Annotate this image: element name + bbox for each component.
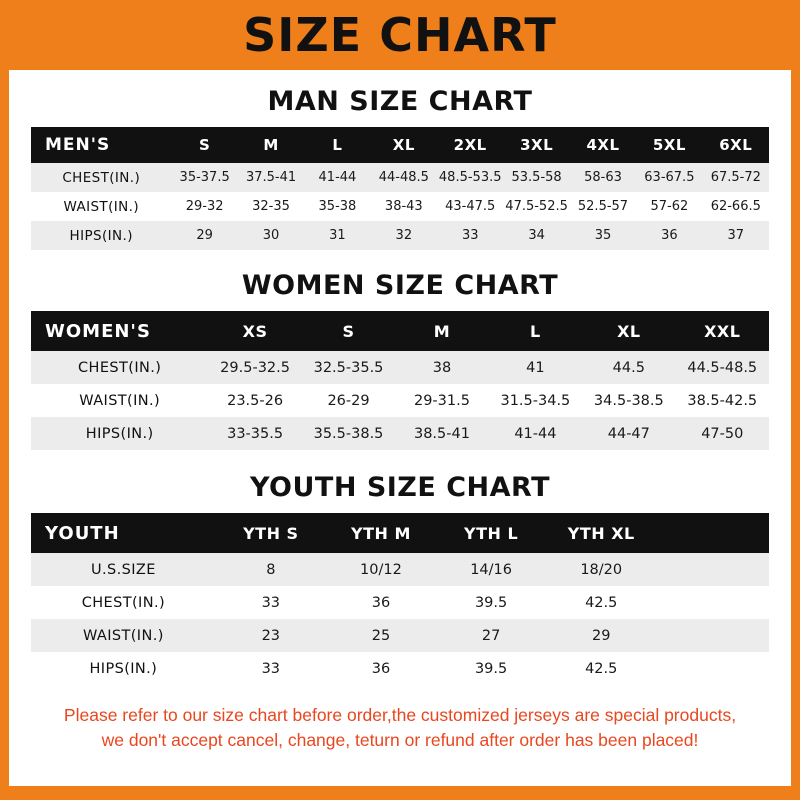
women-table-header [31, 311, 769, 351]
cell: 32 [371, 221, 437, 250]
women-header-m: M [395, 311, 488, 351]
men-header-5xl: 5XL [636, 127, 702, 163]
men-table-header [31, 127, 769, 163]
cell: 38.5-42.5 [676, 384, 769, 417]
cell: 34.5-38.5 [582, 384, 675, 417]
cell: 62-66.5 [703, 192, 769, 221]
table-row [31, 586, 769, 619]
youth-table-body [31, 553, 769, 685]
youth-header-xl: YTH XL [546, 513, 656, 553]
youth-row-label-waist: WAIST(IN.) [31, 619, 216, 652]
men-header-4xl: 4XL [570, 127, 636, 163]
cell: 10/12 [326, 553, 436, 586]
cell: 44-47 [582, 417, 675, 450]
table-row [31, 619, 769, 652]
chart-content [9, 86, 791, 754]
cell: 37 [703, 221, 769, 250]
cell: 67.5-72 [703, 163, 769, 192]
men-header-m: M [238, 127, 304, 163]
cell: 43-47.5 [437, 192, 503, 221]
cell: 26-29 [302, 384, 395, 417]
cell: 35-38 [304, 192, 370, 221]
table-row [31, 417, 769, 450]
cell: 23 [216, 619, 326, 652]
cell: 52.5-57 [570, 192, 636, 221]
cell: 63-67.5 [636, 163, 702, 192]
cell: 29-31.5 [395, 384, 488, 417]
cell: 38 [395, 351, 488, 384]
cell: 25 [326, 619, 436, 652]
women-table-body [31, 351, 769, 450]
women-header-s: S [302, 311, 395, 351]
table-row [31, 163, 769, 192]
cell: 18/20 [546, 553, 656, 586]
cell: 23.5-26 [208, 384, 301, 417]
men-header-label: MEN'S [31, 127, 171, 163]
header-banner [0, 0, 800, 70]
youth-row-label-ussize: U.S.SIZE [31, 553, 216, 586]
cell: 33 [216, 652, 326, 685]
youth-header-m: YTH M [326, 513, 436, 553]
cell: 47.5-52.5 [503, 192, 569, 221]
table-header-row [31, 127, 769, 163]
cell: 38-43 [371, 192, 437, 221]
women-row-label-chest: CHEST(IN.) [31, 351, 208, 384]
cell: 41 [489, 351, 582, 384]
cell: 42.5 [546, 586, 656, 619]
cell: 8 [216, 553, 326, 586]
youth-size-table [31, 513, 769, 685]
cell: 31 [304, 221, 370, 250]
footer-note [31, 703, 769, 754]
cell: 48.5-53.5 [437, 163, 503, 192]
cell-spacer [656, 619, 769, 652]
women-header-l: L [489, 311, 582, 351]
table-header-row [31, 311, 769, 351]
women-size-table [31, 311, 769, 450]
women-row-label-waist: WAIST(IN.) [31, 384, 208, 417]
cell: 36 [326, 586, 436, 619]
cell: 58-63 [570, 163, 636, 192]
men-row-label-waist: WAIST(IN.) [31, 192, 171, 221]
cell-spacer [656, 652, 769, 685]
table-row [31, 192, 769, 221]
cell-spacer [656, 553, 769, 586]
page-title: SIZE CHART [243, 8, 557, 62]
youth-header-label: YOUTH [31, 513, 216, 553]
cell: 33 [216, 586, 326, 619]
footer-note-line-1: Please refer to our size chart before order,the customized jerseys are special products, [63, 705, 737, 725]
cell: 39.5 [436, 652, 546, 685]
cell: 32.5-35.5 [302, 351, 395, 384]
men-row-label-hips: HIPS(IN.) [31, 221, 171, 250]
cell: 29-32 [171, 192, 237, 221]
cell: 36 [636, 221, 702, 250]
cell: 47-50 [676, 417, 769, 450]
youth-header-s: YTH S [216, 513, 326, 553]
cell: 33 [437, 221, 503, 250]
cell: 57-62 [636, 192, 702, 221]
table-row [31, 652, 769, 685]
cell: 44.5-48.5 [676, 351, 769, 384]
women-row-label-hips: HIPS(IN.) [31, 417, 208, 450]
section-title-man: MAN SIZE CHART [267, 86, 533, 117]
youth-header-spacer [656, 513, 769, 553]
men-header-s: S [171, 127, 237, 163]
women-header-xxl: XXL [676, 311, 769, 351]
youth-table-header [31, 513, 769, 553]
men-table-body [31, 163, 769, 250]
youth-header-l: YTH L [436, 513, 546, 553]
youth-row-label-hips: HIPS(IN.) [31, 652, 216, 685]
cell: 29.5-32.5 [208, 351, 301, 384]
cell: 29 [171, 221, 237, 250]
footer-note-line-2: we don't accept cancel, change, teturn or refund after order has been placed! [101, 730, 699, 751]
cell: 29 [546, 619, 656, 652]
table-row [31, 221, 769, 250]
table-row [31, 384, 769, 417]
cell: 53.5-58 [503, 163, 569, 192]
cell-spacer [656, 586, 769, 619]
men-header-xl: XL [371, 127, 437, 163]
men-header-l: L [304, 127, 370, 163]
cell: 35.5-38.5 [302, 417, 395, 450]
cell: 44-48.5 [371, 163, 437, 192]
men-size-table [31, 127, 769, 250]
section-title-women: WOMEN SIZE CHART [241, 270, 559, 301]
table-row [31, 553, 769, 586]
table-header-row [31, 513, 769, 553]
men-row-label-chest: CHEST(IN.) [31, 163, 171, 192]
men-header-6xl: 6XL [703, 127, 769, 163]
youth-row-label-chest: CHEST(IN.) [31, 586, 216, 619]
women-header-xl: XL [582, 311, 675, 351]
cell: 27 [436, 619, 546, 652]
cell: 31.5-34.5 [489, 384, 582, 417]
cell: 14/16 [436, 553, 546, 586]
cell: 32-35 [238, 192, 304, 221]
cell: 41-44 [489, 417, 582, 450]
cell: 33-35.5 [208, 417, 301, 450]
cell: 37.5-41 [238, 163, 304, 192]
cell: 34 [503, 221, 569, 250]
women-header-label: WOMEN'S [31, 311, 208, 351]
table-row [31, 351, 769, 384]
cell: 36 [326, 652, 436, 685]
cell: 41-44 [304, 163, 370, 192]
cell: 35-37.5 [171, 163, 237, 192]
cell: 39.5 [436, 586, 546, 619]
cell: 38.5-41 [395, 417, 488, 450]
section-title-youth: YOUTH SIZE CHART [249, 472, 551, 503]
men-header-3xl: 3XL [503, 127, 569, 163]
cell: 35 [570, 221, 636, 250]
cell: 44.5 [582, 351, 675, 384]
bottom-banner [0, 786, 800, 800]
cell: 30 [238, 221, 304, 250]
women-header-xs: XS [208, 311, 301, 351]
men-header-2xl: 2XL [437, 127, 503, 163]
cell: 42.5 [546, 652, 656, 685]
